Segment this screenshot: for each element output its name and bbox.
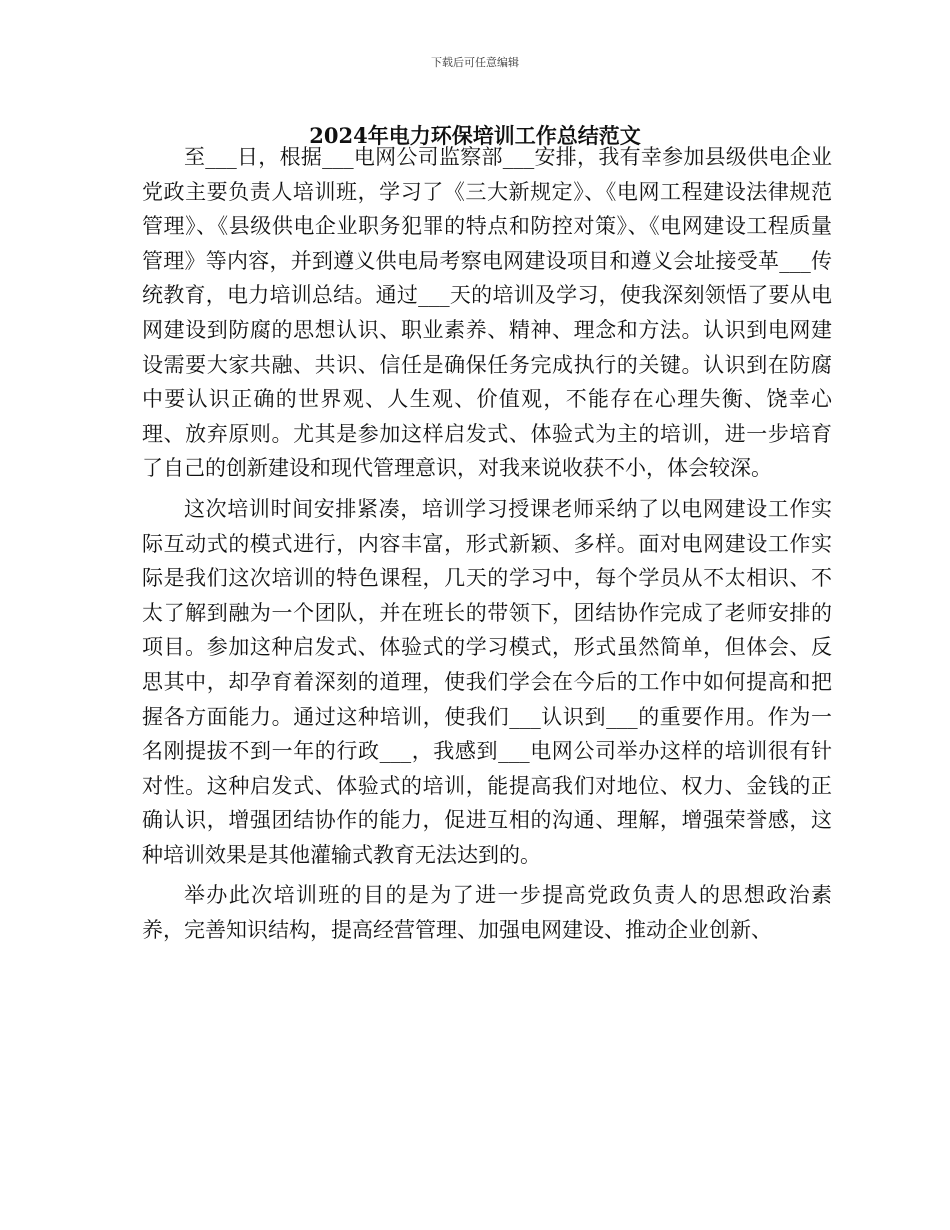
paragraph-2: 这次培训时间安排紧凑，培训学习授课老师采纳了以电网建设工作实际互动式的模式进行，内容丰富，形式新颖、多样。面对电网建设工作实际是我们这次培训的特色课程，几天的学习中，每个学员从不太相识、不太了解到融为一个团队，并在班长的带领下，团结协作完成了老师安排的项目。参加这种启发式、体验式的学习模式，形式虽然简单，但体会、反思其中，却孕育着深刻的道理，使我们学会在今后的工作中如何提高和把握各方面能力。通过这种培训，使我们___认识到___的重要作用。作为一名刚提拔不到一年的行政___，我感到___电网公司举办这样的培训很有针对性。这种启发式、体验式的培训，能提高我们对地位、权力、金钱的正确认识，增强团结协作的能力，促进互相的沟通、理解，增强荣誉感，这种培训效果是其他灌输式教育无法达到的。: [142, 496, 832, 867]
document-title: 2024年电力环保培训工作总结范文: [309, 123, 641, 148]
header-note: 下载后可任意编辑: [431, 56, 519, 69]
document-body: [142, 140, 832, 948]
paragraph-1: 至___日，根据___电网公司监察部___安排，我有幸参加县级供电企业党政主要负责人培训班，学习了《三大新规定》、《电网工程建设法律规范管理》、《县级供电企业职务犯罪的特点和防控对策》、《电网建设工程质量管理》等内容，并到遵义供电局考察电网建设项目和遵义会址接受革___传统教育，电力培训总结。通过___天的培训及学习，使我深刻领悟了要从电网建设到防腐的思想认识、职业素养、精神、理念和方法。认识到电网建设需要大家共融、共识、信任是确保任务完成执行的关键。认识到在防腐中要认识正确的世界观、人生观、价值观，不能存在心理失衡、饶幸心理、放弃原则。尤其是参加这样启发式、体验式为主的培训，进一步培育了自己的创新建设和现代管理意识，对我来说收获不小，体会较深。: [142, 145, 832, 481]
paragraph-3: 举办此次培训班的目的是为了进一步提高党政负责人的思想政治素养，完善知识结构，提高经营管理、加强电网建设、推动企业创新、: [142, 883, 832, 943]
